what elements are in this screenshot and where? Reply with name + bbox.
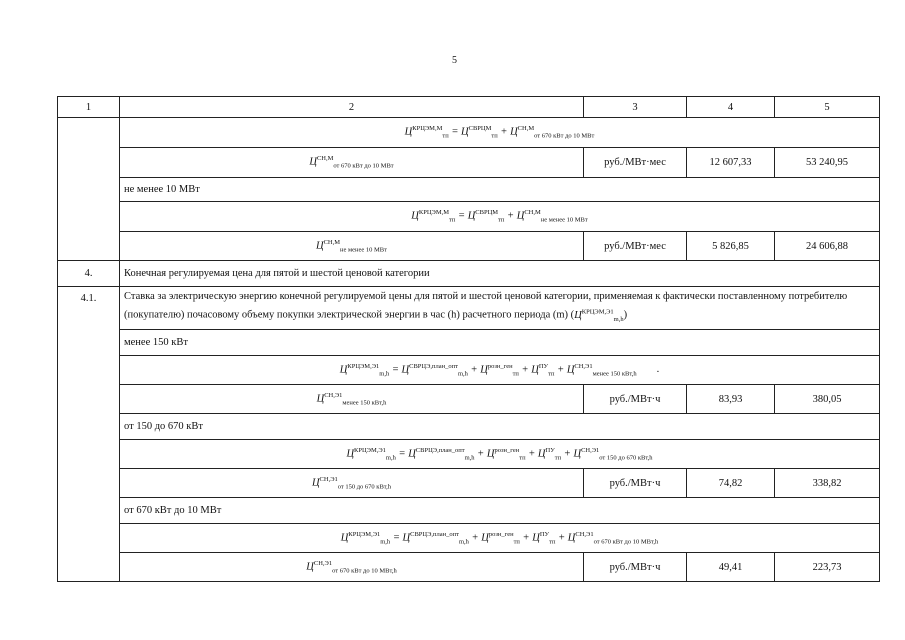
table-row [58, 553, 880, 582]
tariff-table [57, 96, 880, 582]
tariff-symbol: $Ц^{СН,М}_{от 670 кВт до 10 МВт}$ [120, 148, 584, 178]
value-cell: 53 240,95 [775, 148, 880, 178]
table-row [58, 440, 880, 469]
value-cell: 380,05 [775, 385, 880, 414]
unit-cell: руб./МВт·ч [584, 469, 687, 498]
value-cell: 5 826,85 [687, 232, 775, 261]
section-description: Ставка за электрическую энергию конечной регулируемой цены для пятой и шестой ценовой категории, применяемая к фактически поставленному потребителю (покупателю) почасовому объему покупки электрической энергии в час (h) расчетного периода (m) $(Ц^{КРЦЭМ,Э1}_{m,h})$ [120, 287, 880, 330]
page-number: 5 [452, 55, 457, 66]
table-row [58, 261, 880, 287]
tariff-symbol: $Ц^{СН,Э1}_{от 670 кВт до 10 МВт,h}$ [120, 553, 584, 582]
value-cell: 12 607,33 [687, 148, 775, 178]
band-label: от 670 кВт до 10 МВт [120, 498, 880, 524]
table-row [58, 356, 880, 385]
value-cell: 24 606,88 [775, 232, 880, 261]
value-cell: 223,73 [775, 553, 880, 582]
value-cell: 49,41 [687, 553, 775, 582]
formula: $Ц^{КРЦЭМ,Э1}_{m,h} = Ц^{СВРЦЭ,план\_опт}_{m,h} + Ц^{розн\_ген}_{тп} + Ц^{ПУ}_{тп} + Ц^{СН,Э1}_{менее 150 кВт,h}$ . [120, 356, 880, 385]
tariff-symbol: $Ц^{СН,Э1}_{менее 150 кВт,h}$ [120, 385, 584, 414]
value-cell: 338,82 [775, 469, 880, 498]
section-number: 4. [58, 261, 120, 287]
formula: $Ц^{КРЦЭМ,Э1}_{m,h} = Ц^{СВРЦЭ,план\_опт}_{m,h} + Ц^{розн\_ген}_{тп} + Ц^{ПУ}_{тп} + Ц^{СН,Э1}_{от 150 до 670 кВт,h}$ [120, 440, 880, 469]
header-cell: 2 [120, 97, 584, 118]
table-row [58, 178, 880, 202]
section-title: Конечная регулируемая цена для пятой и шестой ценовой категории [120, 261, 880, 287]
unit-cell: руб./МВт·ч [584, 385, 687, 414]
table-row [58, 385, 880, 414]
table-row [58, 118, 880, 148]
empty-number-cell [58, 118, 120, 261]
value-cell: 83,93 [687, 385, 775, 414]
formula: $Ц^{КРЦЭМ,М}_{тп} = Ц^{СВРЦМ}_{тп} + Ц^{СН,М}_{от 670 кВт до 10 МВт}$ [120, 118, 880, 148]
formula: $Ц^{КРЦЭМ,Э1}_{m,h} = Ц^{СВРЦЭ,план\_опт}_{m,h} + Ц^{розн\_ген}_{тп} + Ц^{ПУ}_{тп} + Ц^{СН,Э1}_{от 670 кВт до 10 МВт,h}$ [120, 524, 880, 553]
unit-cell: руб./МВт·мес [584, 148, 687, 178]
formula: $Ц^{КРЦЭМ,М}_{тп} = Ц^{СВРЦМ}_{тп} + Ц^{СН,М}_{не менее 10 МВт}$ [120, 202, 880, 232]
tariff-symbol: $Ц^{СН,М}_{не менее 10 МВт}$ [120, 232, 584, 261]
table-row [58, 148, 880, 178]
header-cell: 1 [58, 97, 120, 118]
header-cell: 3 [584, 97, 687, 118]
header-cell: 4 [687, 97, 775, 118]
table-row [58, 524, 880, 553]
stray-dot: . [656, 364, 660, 376]
table-row [58, 232, 880, 261]
table-row [58, 414, 880, 440]
band-label: от 150 до 670 кВт [120, 414, 880, 440]
table-row [58, 287, 880, 330]
table-row [58, 202, 880, 232]
table-row [58, 330, 880, 356]
value-cell: 74,82 [687, 469, 775, 498]
category-label: не менее 10 МВт [120, 178, 880, 202]
table-row [58, 498, 880, 524]
tariff-symbol: $Ц^{СН,Э1}_{от 150 до 670 кВт,h}$ [120, 469, 584, 498]
header-cell: 5 [775, 97, 880, 118]
band-label: менее 150 кВт [120, 330, 880, 356]
header-row [58, 97, 880, 118]
unit-cell: руб./МВт·мес [584, 232, 687, 261]
section-number: 4.1. [58, 287, 120, 582]
table-row [58, 469, 880, 498]
unit-cell: руб./МВт·ч [584, 553, 687, 582]
